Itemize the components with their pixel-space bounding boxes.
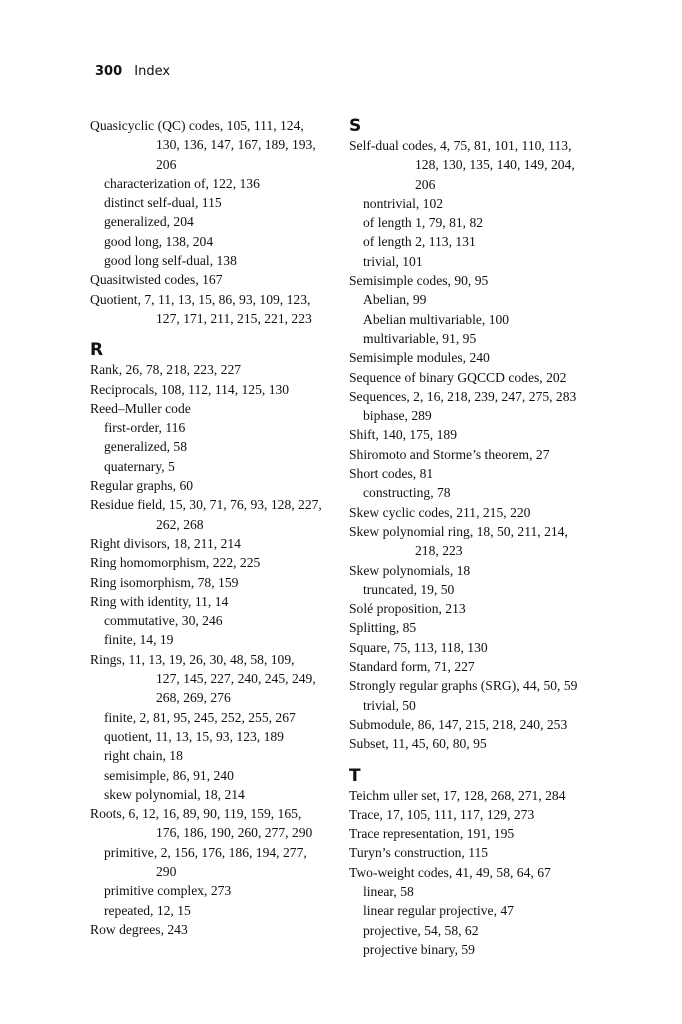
index-entry-text: Shift, 140, 175, 189 (349, 427, 457, 443)
index-entry-continuation: 176, 186, 190, 260, 277, 290 (156, 825, 313, 841)
index-entry-text: first-order, 116 (104, 420, 186, 436)
index-entry-text: linear, 58 (363, 883, 414, 899)
index-entry-text: Skew polynomials, 18 (349, 562, 471, 578)
index-entry-text: quaternary, 5 (104, 458, 175, 474)
index-subentry (90, 708, 340, 727)
index-entry-text: of length 1, 79, 81, 82 (363, 215, 484, 231)
index-entry-text: Ring with identity, 11, 14 (90, 593, 229, 609)
index-entry-text: finite, 14, 19 (104, 632, 174, 648)
index-subentry (349, 252, 599, 271)
index-entry-text: generalized, 204 (104, 214, 194, 230)
index-entry (349, 136, 599, 194)
index-entry-text: Semisimple modules, 240 (349, 350, 490, 366)
index-subentry (90, 418, 340, 437)
index-subentry (90, 457, 340, 476)
index-subentry (349, 329, 599, 348)
index-entry-text: Rings, 11, 13, 19, 26, 30, 48, 58, 109, (90, 651, 295, 667)
index-subentry (90, 611, 340, 630)
index-entry (349, 657, 599, 676)
index-entry (349, 786, 599, 805)
index-entry-text: Solé proposition, 213 (349, 601, 466, 617)
index-subentry (349, 696, 599, 715)
index-entry-continuation: 262, 268 (156, 516, 204, 532)
index-entry (349, 676, 599, 695)
index-entry-continuation: 206 (156, 156, 177, 172)
index-entry (90, 360, 340, 379)
index-entry (349, 348, 599, 367)
index-entry-text: Quasicyclic (QC) codes, 105, 111, 124, (90, 118, 304, 133)
index-entry (349, 503, 599, 522)
index-subentry (349, 232, 599, 251)
index-entry-continuation: 206 (415, 176, 436, 192)
index-entry-continuation: 130, 136, 147, 167, 189, 193, (156, 137, 316, 153)
index-entry-text: Residue field, 15, 30, 71, 76, 93, 128, 227, (90, 497, 322, 513)
section-letter: R (90, 340, 104, 361)
index-entry (90, 399, 340, 418)
index-entry-text: Trace representation, 191, 195 (349, 826, 515, 842)
index-subentry (90, 746, 340, 765)
page-number: 300 (95, 64, 123, 79)
index-entry-continuation: 218, 223 (415, 543, 463, 559)
index-entry-text: constructing, 78 (363, 485, 451, 501)
index-entry-text: primitive complex, 273 (104, 883, 232, 899)
index-entry-continuation: 128, 130, 135, 140, 149, 204, (415, 157, 575, 173)
index-entry (349, 271, 599, 290)
index-entry (90, 573, 340, 592)
index-entry-text: right chain, 18 (104, 748, 183, 764)
index-entry-text: Regular graphs, 60 (90, 478, 194, 494)
index-entry-text: repeated, 12, 15 (104, 902, 191, 918)
index-entry-text: projective, 54, 58, 62 (363, 922, 479, 938)
index-subentry (90, 901, 340, 920)
index-entry (349, 824, 599, 843)
index-entry-text: biphase, 289 (363, 408, 432, 424)
index-subentry (90, 766, 340, 785)
index-entry (90, 495, 340, 534)
index-entry-text: Sequences, 2, 16, 218, 239, 247, 275, 283 (349, 388, 577, 404)
index-entry-text: commutative, 30, 246 (104, 613, 223, 629)
section-spacer (90, 328, 340, 340)
index-entry-text: nontrivial, 102 (363, 195, 444, 211)
index-subentry (90, 212, 340, 231)
index-entry-text: skew polynomial, 18, 214 (104, 786, 245, 802)
running-header (95, 64, 170, 79)
index-entry (90, 290, 340, 329)
header-title: Index (134, 64, 171, 79)
index-entry-text: quotient, 11, 13, 15, 93, 123, 189 (104, 728, 284, 744)
index-subentry (349, 901, 599, 920)
index-subentry (90, 437, 340, 456)
index-entry (90, 116, 340, 174)
index-subentry (349, 921, 599, 940)
index-entry-text: Reciprocals, 108, 112, 114, 125, 130 (90, 381, 290, 397)
index-entry-text: Reed–Muller code (90, 400, 191, 416)
index-entry (90, 476, 340, 495)
index-entry-text: Two-weight codes, 41, 49, 58, 64, 67 (349, 864, 551, 880)
index-entry-text: Quasitwisted codes, 167 (90, 272, 223, 288)
index-entry-text: distinct self-dual, 115 (104, 195, 222, 211)
index-entry-text: Ring isomorphism, 78, 159 (90, 574, 239, 590)
index-entry (349, 368, 599, 387)
index-entry (349, 805, 599, 824)
index-subentry (90, 727, 340, 746)
index-entry-text: Strongly regular graphs (SRG), 44, 50, 59 (349, 678, 578, 694)
index-entry (349, 561, 599, 580)
index-entry-text: trivial, 50 (363, 697, 416, 713)
index-subentry (349, 483, 599, 502)
index-entry-text: good long self-dual, 138 (104, 253, 237, 269)
index-entry-text: Semisimple codes, 90, 95 (349, 273, 489, 289)
index-subentry (349, 310, 599, 329)
index-entry (349, 425, 599, 444)
index-entry (349, 863, 599, 882)
index-entry-text: Teichm uller set, 17, 128, 268, 271, 284 (349, 787, 566, 803)
index-entry-text: Quotient, 7, 11, 13, 15, 86, 93, 109, 123, (90, 291, 311, 307)
section-letter: S (349, 116, 362, 136)
index-entry (349, 734, 599, 753)
index-entry-text: trivial, 101 (363, 253, 423, 269)
index-entry-text: Shiromoto and Storme’s theorem, 27 (349, 446, 550, 462)
index-entry-text: semisimple, 86, 91, 240 (104, 767, 234, 783)
index-subentry (349, 940, 599, 959)
index-subentry (90, 174, 340, 193)
index-entry-text: linear regular projective, 47 (363, 903, 514, 919)
index-column-right (349, 116, 599, 959)
index-entry (349, 715, 599, 734)
index-entry-text: of length 2, 113, 131 (363, 234, 476, 250)
index-subentry (90, 843, 340, 882)
index-entry-text: Right divisors, 18, 211, 214 (90, 535, 241, 551)
index-entry-continuation: 290 (156, 863, 177, 879)
index-column-left (90, 116, 340, 939)
section-spacer (349, 754, 599, 766)
index-entry-text: Abelian, 99 (363, 292, 427, 308)
index-entry-text: truncated, 19, 50 (363, 581, 455, 597)
index-entry-continuation: 127, 171, 211, 215, 221, 223 (156, 310, 312, 326)
index-entry (349, 445, 599, 464)
index-entry (349, 599, 599, 618)
index-entry-continuation: 127, 145, 227, 240, 245, 249, (156, 671, 316, 687)
index-subentry (349, 213, 599, 232)
index-entry-text: Sequence of binary GQCCD codes, 202 (349, 369, 567, 385)
index-entry (90, 920, 340, 939)
index-subentry (349, 882, 599, 901)
index-entry-text: Standard form, 71, 227 (349, 659, 475, 675)
index-subentry (90, 630, 340, 649)
index-subentry (90, 785, 340, 804)
index-entry (90, 804, 340, 843)
index-subentry (90, 251, 340, 270)
index-entry-continuation: 268, 269, 276 (156, 690, 231, 706)
index-subentry (90, 881, 340, 900)
section-letter: T (349, 765, 361, 786)
index-entry-text: Abelian multivariable, 100 (363, 311, 510, 327)
index-subentry (349, 290, 599, 309)
index-entry-text: Ring homomorphism, 222, 225 (90, 555, 261, 571)
index-entry (349, 522, 599, 561)
index-subentry (349, 194, 599, 213)
index-entry-text: Rank, 26, 78, 218, 223, 227 (90, 362, 242, 378)
index-entry (349, 387, 599, 406)
index-subentry (349, 580, 599, 599)
index-entry-text: Square, 75, 113, 118, 130 (349, 639, 488, 655)
index-entry (90, 592, 340, 611)
index-entry-text: Subset, 11, 45, 60, 80, 95 (349, 736, 487, 752)
index-entry-text: generalized, 58 (104, 439, 188, 455)
index-entry-text: finite, 2, 81, 95, 245, 252, 255, 267 (104, 709, 296, 725)
index-entry-text: characterization of, 122, 136 (104, 175, 260, 191)
index-entry-text: Skew polynomial ring, 18, 50, 211, 214, (349, 523, 568, 539)
index-entry-text: primitive, 2, 156, 176, 186, 194, 277, (104, 844, 307, 860)
index-entry (90, 534, 340, 553)
index-subentry (90, 193, 340, 212)
index-entry-text: Turyn’s construction, 115 (349, 845, 489, 861)
index-entry (349, 618, 599, 637)
index-entry (349, 464, 599, 483)
index-entry-text: good long, 138, 204 (104, 233, 214, 249)
index-entry (90, 650, 340, 708)
index-entry-text: Roots, 6, 12, 16, 89, 90, 119, 159, 165, (90, 806, 302, 822)
index-entry-text: Submodule, 86, 147, 215, 218, 240, 253 (349, 716, 568, 732)
index-entry (349, 638, 599, 657)
index-entry-text: Skew cyclic codes, 211, 215, 220 (349, 504, 531, 520)
index-entry-text: multivariable, 91, 95 (363, 330, 477, 346)
index-subentry (90, 232, 340, 251)
index-entry-text: Short codes, 81 (349, 466, 434, 482)
index-entry (90, 380, 340, 399)
index-entry-text: Self-dual codes, 4, 75, 81, 101, 110, 113, (349, 138, 572, 153)
index-entry (90, 270, 340, 289)
index-entry (90, 553, 340, 572)
index-entry (349, 843, 599, 862)
index-entry-text: Splitting, 85 (349, 620, 417, 636)
index-entry-text: Trace, 17, 105, 111, 117, 129, 273 (349, 806, 535, 822)
index-entry-text: Row degrees, 243 (90, 921, 188, 937)
index-entry-text: projective binary, 59 (363, 941, 475, 957)
index-subentry (349, 406, 599, 425)
